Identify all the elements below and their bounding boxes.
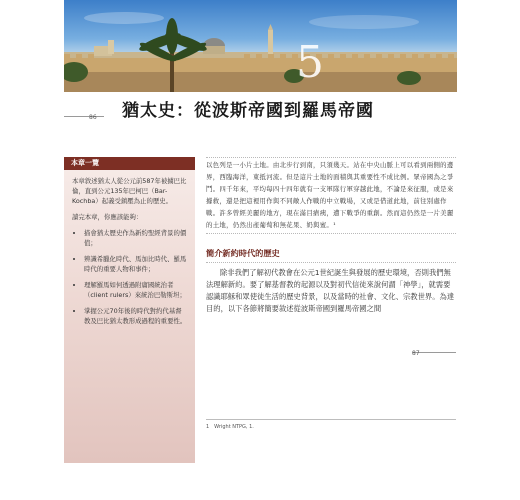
jerusalem-wall-illustration — [64, 0, 457, 92]
left-page-number: 86 — [89, 114, 97, 121]
footnote-rule — [206, 419, 456, 420]
learning-goal: • 理解羅馬如何透過附庸國統治者（client rulers）來統治巴勒斯坦； — [84, 280, 187, 300]
body-paragraph: 除非我們了解初代教會在公元1世紀誕生與發展的歷史環境，否則我們無法理解新約。要了解基督教的起源以及對初代信徒來說何謂「神學」，就需要認識耶穌和眾使徒生活的歷史背景，以及當時的社會、文化、宗教世界。為達目的，以下各節將簡要敘述從波斯帝國到羅馬帝國之間 — [206, 268, 455, 313]
footnote: 1 Wright NTPG, 1. — [206, 424, 254, 430]
learning-goal: • 掌握公元70年後的時代對約代基督教及巴比猶太教形成過程的重要性。 — [84, 306, 187, 326]
chapter-number: 5 — [296, 37, 324, 88]
sidebar-heading: 本章一覽 — [64, 157, 195, 170]
sidebar-intro: 本章敘述猶太人從公元前587年被擄巴比倫，直到公元135年巴柯巴（Bar-Kochba）起義受鎮壓為止的歷史。 — [72, 177, 187, 205]
section-heading: 簡介新約時代的歷史 — [206, 248, 456, 263]
right-page-number: 87 — [412, 350, 420, 357]
header-photo — [64, 0, 457, 92]
sidebar-goals-lead: 讀完本章，你應該能夠： — [72, 213, 143, 221]
epigraph-quote: 以色列是一小片土地。由北步行到南，只須幾天。站在中央山脈上可以看到兩側的邊界，西臨海洋，東抵河流。但是這片土地的面積與其重要性不成比例。眾帝國為之爭鬥。四千年來，平均每四十四年就有一支軍隊行軍穿越此地，不論是來征服，或是來據救，還是把這裡用作與不同敵人作戰的中立戰場，又或是借道此地，前往別處作戰。許多曾經美麗的地方，現在滿目瘡痍，遭下戰爭的重創。然而這仍然是一片美麗的土地，仍然出產葡萄和無花果、奶與蜜。¹ — [206, 157, 456, 234]
chapter-overview-sidebar — [64, 157, 195, 463]
left-page-rule — [64, 116, 104, 117]
chapter-title: 猶太史：從波斯帝國到羅馬帝國 — [122, 101, 374, 121]
learning-goal: • 辨識希臘化時代、馬加比時代、羅馬時代的重要人物和事件； — [84, 254, 187, 274]
section-body — [206, 267, 456, 315]
main-column — [206, 157, 456, 315]
learning-goals-list — [72, 228, 187, 326]
learning-goal: • 描會猶太歷史作為新約聖經背景的價值； — [84, 228, 187, 248]
